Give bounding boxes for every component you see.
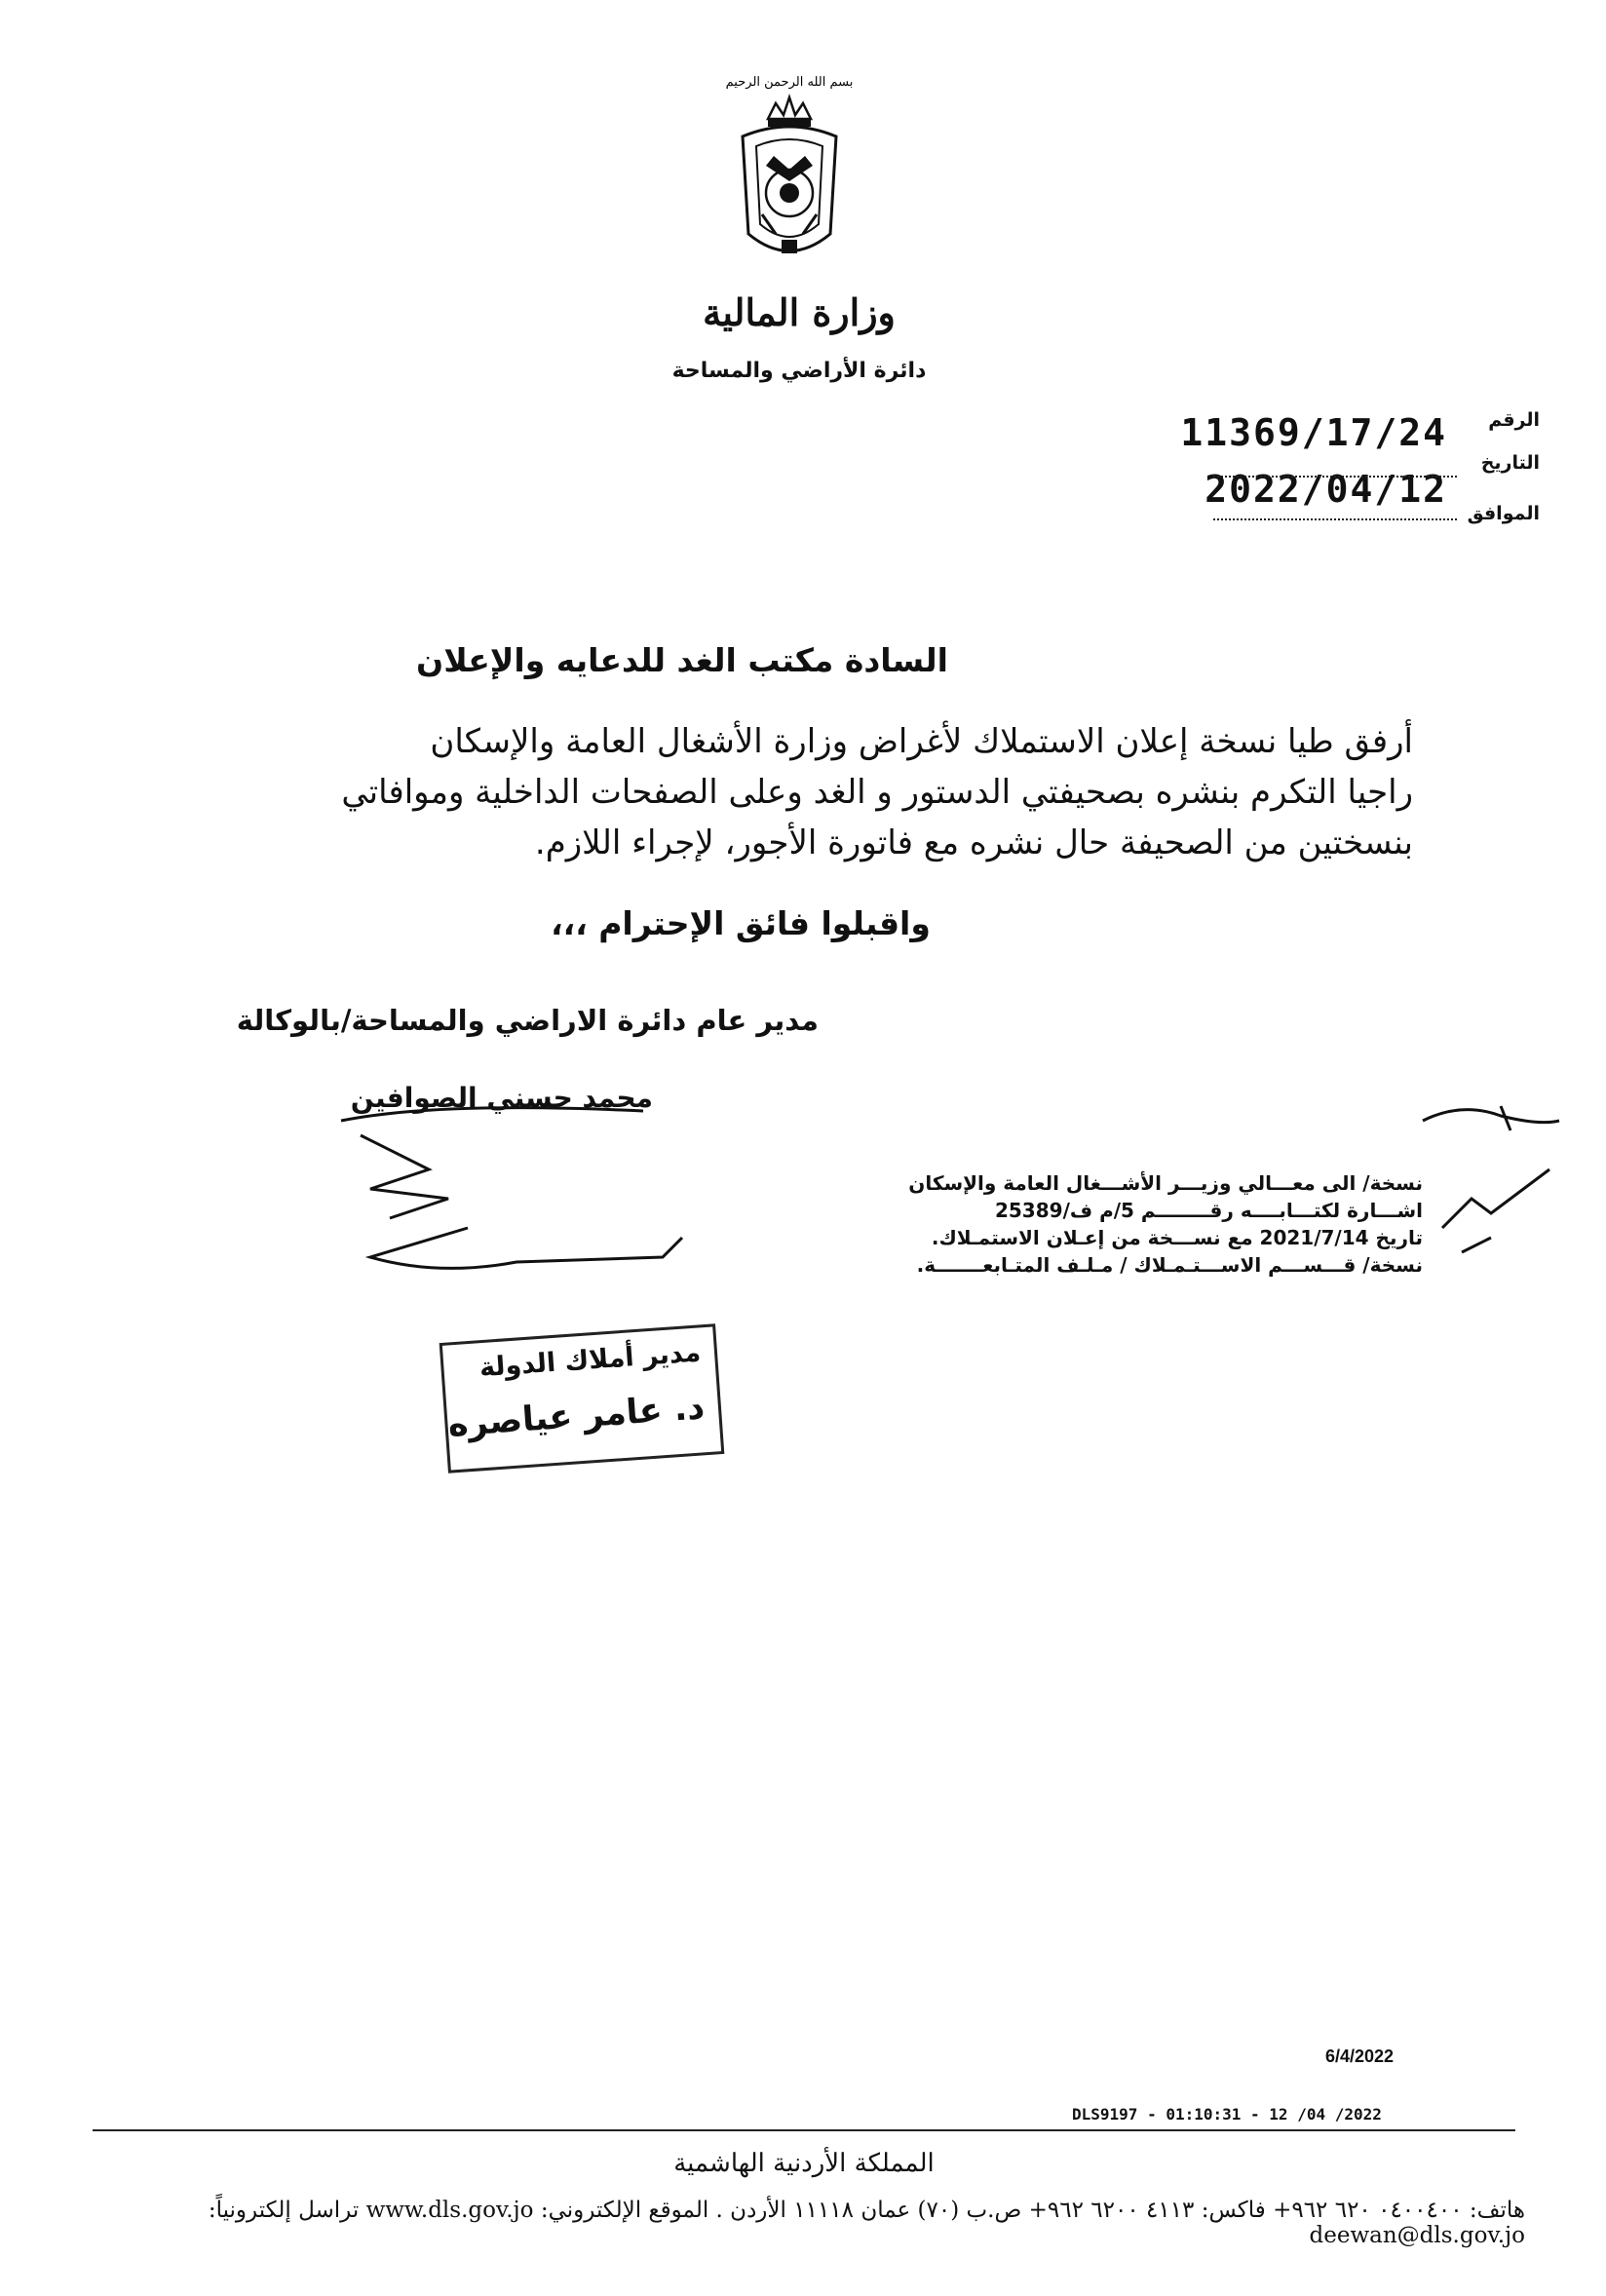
recipient: السادة مكتب الغد للدعايه والإعلان [416, 641, 948, 679]
official-stamp [440, 1323, 725, 1473]
stamp-title: مدير أملاك الدولة [478, 1337, 703, 1384]
stamp-name: د. عامر عياصره [446, 1388, 707, 1445]
copy-line: نسخة/ قـــســـم الاســـتـمـلاك / مـلـف المتـابعـــــــة. [916, 1253, 1423, 1277]
ministry-name: وزارة المالية [703, 290, 896, 334]
body-line: راجيا التكرم بنشره بصحيفتي الدستور و الغد وعلى الصفحات الداخلية وموافاتي [341, 773, 1413, 812]
dls-code: DLS9197 - 01:10:31 - 12 /04 /2022 [1072, 2105, 1382, 2124]
department-name: دائرة الأراضي والمساحة [671, 359, 927, 383]
letter-body [195, 716, 1413, 868]
contact-line: هاتف: ٠٤٠٠٤٠٠ ٦٢٠ ٩٦٢+ فاكس: ٤١١٣ ٦٢٠٠ ٩٦٢+ ص.ب (٧٠) عمان ١١١١٨ الأردن . الموقع الإلكتروني: www.dls.gov.jo تراسل إلكترونياً: deewan@dls.gov.jo [208, 2198, 1525, 2248]
print-date: 6/4/2022 [1325, 2047, 1395, 2066]
body-line: بنسختين من الصحيفة حال نشره مع فاتورة الأجور، لإجراء اللازم. [534, 823, 1413, 862]
hijri-label: الموافق [1467, 503, 1540, 524]
body-line: أرفق طيا نسخة إعلان الاستملاك لأغراض وزارة الأشغال العامة والإسكان [430, 722, 1413, 761]
copy-line: تاريخ 2021/7/14 مع نســـخة من إعـلان الاستمـلاك. [931, 1226, 1423, 1249]
date-dotted-line [1213, 476, 1457, 478]
signer-title: مدير عام دائرة الاراضي والمساحة/بالوكالة [236, 1004, 819, 1037]
crest-motto: بسم الله الرحمن الرحيم [725, 75, 854, 90]
copies-list [789, 1169, 1423, 1279]
kingdom-name: المملكة الأردنية الهاشمية [673, 2149, 935, 2178]
number-label: الرقم [1488, 409, 1540, 431]
copy-line: نسخة/ الى معـــالي وزيـــر الأشـــغال العامة والإسكان [908, 1171, 1423, 1195]
hijri-dotted-line [1213, 518, 1457, 520]
reference-block [1150, 409, 1540, 536]
coat-of-arms-logo [721, 68, 858, 283]
reference-date: 2022/04/12 [1204, 468, 1447, 511]
handwritten-signature [322, 1082, 711, 1296]
signer-name: محمد حسني الصوافين [350, 1082, 653, 1114]
closing-line: واقبلوا فائق الإحترام ،،، [551, 904, 931, 942]
reference-number: 11369/17/24 [1180, 411, 1447, 454]
date-label: التاريخ [1480, 452, 1540, 474]
initials-marks [1403, 1082, 1569, 1267]
footer-divider [93, 2129, 1515, 2131]
copy-line: اشـــارة لكتـــابــــه رقــــــــم 5/م ف/25389 [994, 1199, 1423, 1222]
